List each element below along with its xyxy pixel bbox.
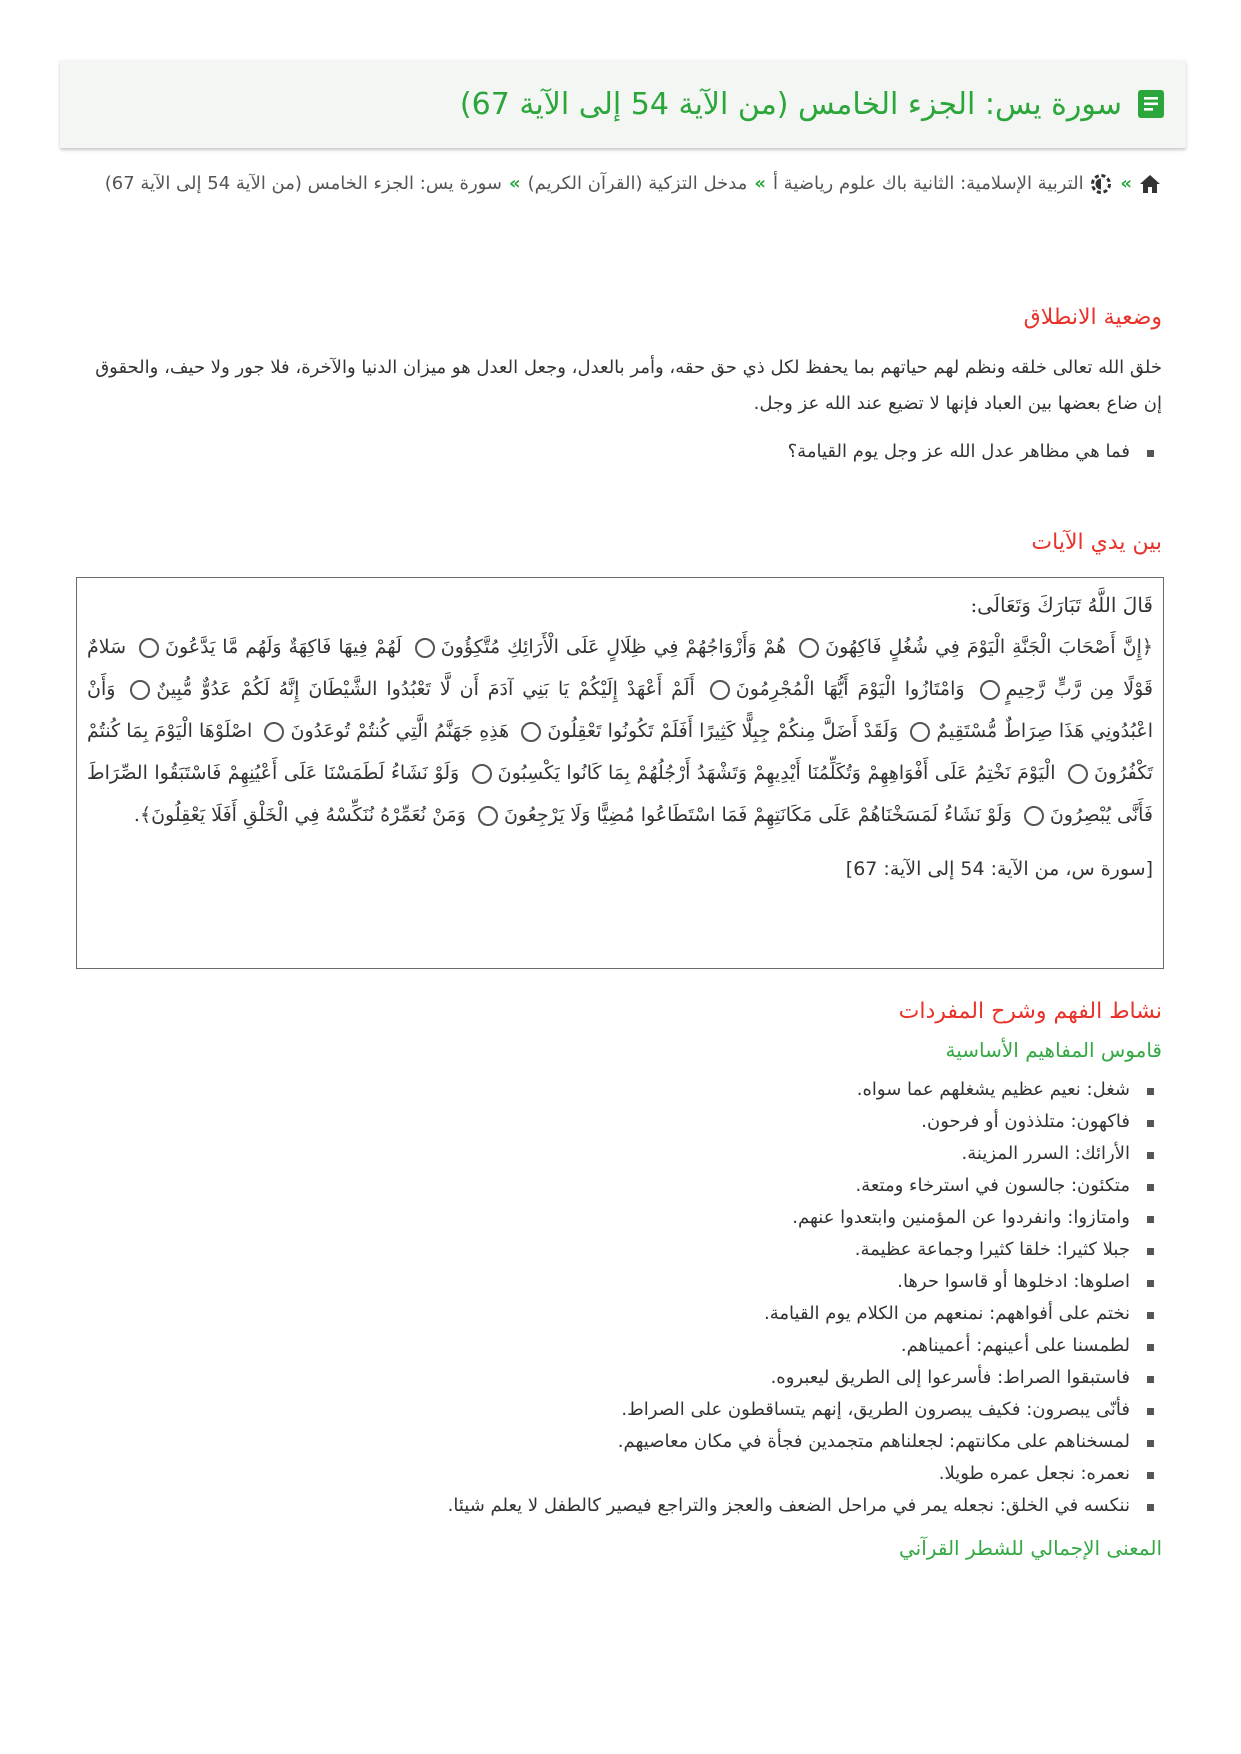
verse: سَلامٌ قَوْلًا مِن رَّبٍّ رَّحِيمٍ	[87, 636, 1154, 700]
section-title-verses: بين يدي الآيات	[1031, 530, 1162, 555]
summary-title: المعنى الإجمالي للشطر القرآني	[899, 1536, 1162, 1560]
verse-end-icon	[1068, 764, 1088, 784]
verse: ﴿إِنَّ أَصْحَابَ الْجَنَّةِ الْيَوْمَ فِي شُغُلٍ فَاكِهُونَ	[825, 636, 1153, 658]
section-title-intro: وضعية الانطلاق	[1023, 305, 1162, 330]
verse-end-icon	[980, 680, 1000, 700]
list-item: نعمره: نجعل عمره طويلا.	[72, 1458, 1162, 1490]
list-item: شغل: نعيم عظيم يشغلهم عما سواه.	[72, 1074, 1162, 1106]
verse: وَأَنْ اعْبُدُونِي هَذَا صِرَاطٌ مُّسْتَقِيمٌ	[87, 678, 1153, 742]
list-item: ننكسه في الخلق: نجعله يمر في مراحل الضعف والعجز والتراجع فيصير كالطفل لا يعلم شيئا.	[72, 1490, 1162, 1522]
verse-end-icon	[130, 680, 150, 700]
list-item: نختم على أفواههم: نمنعهم من الكلام يوم القيامة.	[72, 1298, 1162, 1330]
verses-box	[76, 577, 1164, 969]
verse: وَامْتَازُوا الْيَوْمَ أَيُّهَا الْمُجْرِمُونَ	[735, 678, 965, 700]
verse-end-icon	[910, 722, 930, 742]
verse: اصْلَوْهَا الْيَوْمَ بِمَا كُنتُمْ تَكْفُرُونَ	[87, 720, 1153, 784]
breadcrumb-item-current: سورة يس: الجزء الخامس (من الآية 54 إلى الآية 67)	[104, 173, 503, 194]
verse-end-icon	[472, 764, 492, 784]
list-item: لمسخناهم على مكانتهم: لجعلناهم متجمدين فجأة في مكان معاصيهم.	[72, 1426, 1162, 1458]
verse: وَلَوْ نَشَاءُ لَطَمَسْنَا عَلَى أَعْيُنِهِمْ فَاسْتَبَقُوا الصِّرَاطَ فَأَنَّى يُبْصِرُونَ	[87, 762, 1153, 826]
verse: لَهُمْ فِيهَا فَاكِهَةٌ وَلَهُم مَّا يَدَّعُونَ	[164, 636, 402, 658]
list-item: جبلا كثيرا: خلقا كثيرا وجماعة عظيمة.	[72, 1234, 1162, 1266]
home-icon[interactable]	[1139, 174, 1161, 194]
list-item: فأنّى يبصرون: فكيف يبصرون الطريق، إنهم يتساقطون على الصراط.	[72, 1394, 1162, 1426]
verse-end-icon	[1024, 806, 1044, 826]
list-item: الأرائك: السرر المزينة.	[72, 1138, 1162, 1170]
list-item: اصلوها: ادخلوها أو قاسوا حرها.	[72, 1266, 1162, 1298]
breadcrumb-item-course[interactable]: التربية الإسلامية: الثانية باك علوم رياضية أ	[772, 173, 1084, 194]
list-item: متكئون: جالسون في استرخاء ومتعة.	[72, 1170, 1162, 1202]
dictionary-list	[72, 1074, 1162, 1522]
activity-section	[72, 999, 1162, 1560]
gear-icon	[1089, 172, 1113, 196]
verse: وَلَوْ نَشَاءُ لَمَسَخْنَاهُمْ عَلَى مَكَانَتِهِمْ فَمَا اسْتَطَاعُوا مُضِيًّا وَلَا يَرْجِعُونَ	[503, 804, 1012, 826]
verse-end-icon	[139, 638, 159, 658]
verse-end-icon	[521, 722, 541, 742]
breadcrumb-separator: »	[1120, 173, 1132, 194]
verses-intro: قَالَ اللَّهُ تَبَارَكَ وَتَعَالَى:	[970, 593, 1153, 617]
intro-paragraph: خلق الله تعالى خلقه ونظم لهم حياتهم بما يحفظ لكل ذي حق حقه، وأمر بالعدل، وجعل العدل هو ميزان الدنيا والآخرة، فلا جور ولا حيف، والحقوق إن ضاع بعضها بين العباد فإنها لا تضيع عند الله عز وجل.	[95, 357, 1162, 414]
intro-question: فما هي مظاهر عدل الله عز وجل يوم القيامة؟	[72, 436, 1162, 468]
breadcrumb-item-unit[interactable]: مدخل التزكية (القرآن الكريم)	[527, 173, 748, 194]
breadcrumb	[81, 166, 1161, 202]
section-title-activity: نشاط الفهم وشرح المفردات	[898, 999, 1162, 1024]
verse-end-icon	[710, 680, 730, 700]
list-item: فاكهون: متلذذون أو فرحون.	[72, 1106, 1162, 1138]
verses-reference: [سورة س، من الآية: 54 إلى الآية: 67]	[845, 858, 1153, 880]
verse-end-icon	[264, 722, 284, 742]
verses-text	[87, 626, 1153, 836]
document-icon	[1136, 89, 1166, 119]
breadcrumb-separator: »	[509, 173, 521, 194]
intro-section	[72, 305, 1162, 468]
list-item: وامتازوا: وانفردوا عن المؤمنين وابتعدوا عنهم.	[72, 1202, 1162, 1234]
verse-end-icon	[478, 806, 498, 826]
verse: هَذِهِ جَهَنَّمُ الَّتِي كُنتُمْ تُوعَدُونَ	[290, 720, 510, 742]
verse-end-icon	[799, 638, 819, 658]
verse: وَمَنْ نُعَمِّرْهُ نُنَكِّسْهُ فِي الْخَلْقِ أَفَلَا يَعْقِلُونَ﴾.	[133, 804, 466, 826]
list-item: لطمسنا على أعينهم: أعميناهم.	[72, 1330, 1162, 1362]
verse: هُمْ وَأَزْوَاجُهُمْ فِي ظِلَالٍ عَلَى الْأَرَائِكِ مُتَّكِؤُونَ	[440, 636, 787, 658]
verse-end-icon	[415, 638, 435, 658]
list-item: فاستبقوا الصراط: فأسرعوا إلى الطريق ليعبروه.	[72, 1362, 1162, 1394]
verse: أَلَمْ أَعْهَدْ إِلَيْكُمْ يَا بَنِي آدَمَ أَن لَّا تَعْبُدُوا الشَّيْطَانَ إِنَّهُ لَكُمْ عَدُوٌّ مُّبِينٌ	[156, 678, 695, 700]
verse: وَلَقَدْ أَضَلَّ مِنكُمْ جِبِلًّا كَثِيرًا أَفَلَمْ تَكُونُوا تَعْقِلُونَ	[547, 720, 899, 742]
page-title: سورة يس: الجزء الخامس (من الآية 54 إلى الآية 67)	[459, 86, 1122, 122]
dictionary-title: قاموس المفاهيم الأساسية	[945, 1038, 1162, 1062]
breadcrumb-separator: »	[754, 173, 766, 194]
page-header	[60, 60, 1186, 148]
verse: الْيَوْمَ نَخْتِمُ عَلَى أَفْوَاهِهِمْ وَتُكَلِّمُنَا أَيْدِيهِمْ وَتَشْهَدُ أَرْجُلُهُمْ بِمَا كَانُوا يَكْسِبُونَ	[497, 762, 1056, 784]
